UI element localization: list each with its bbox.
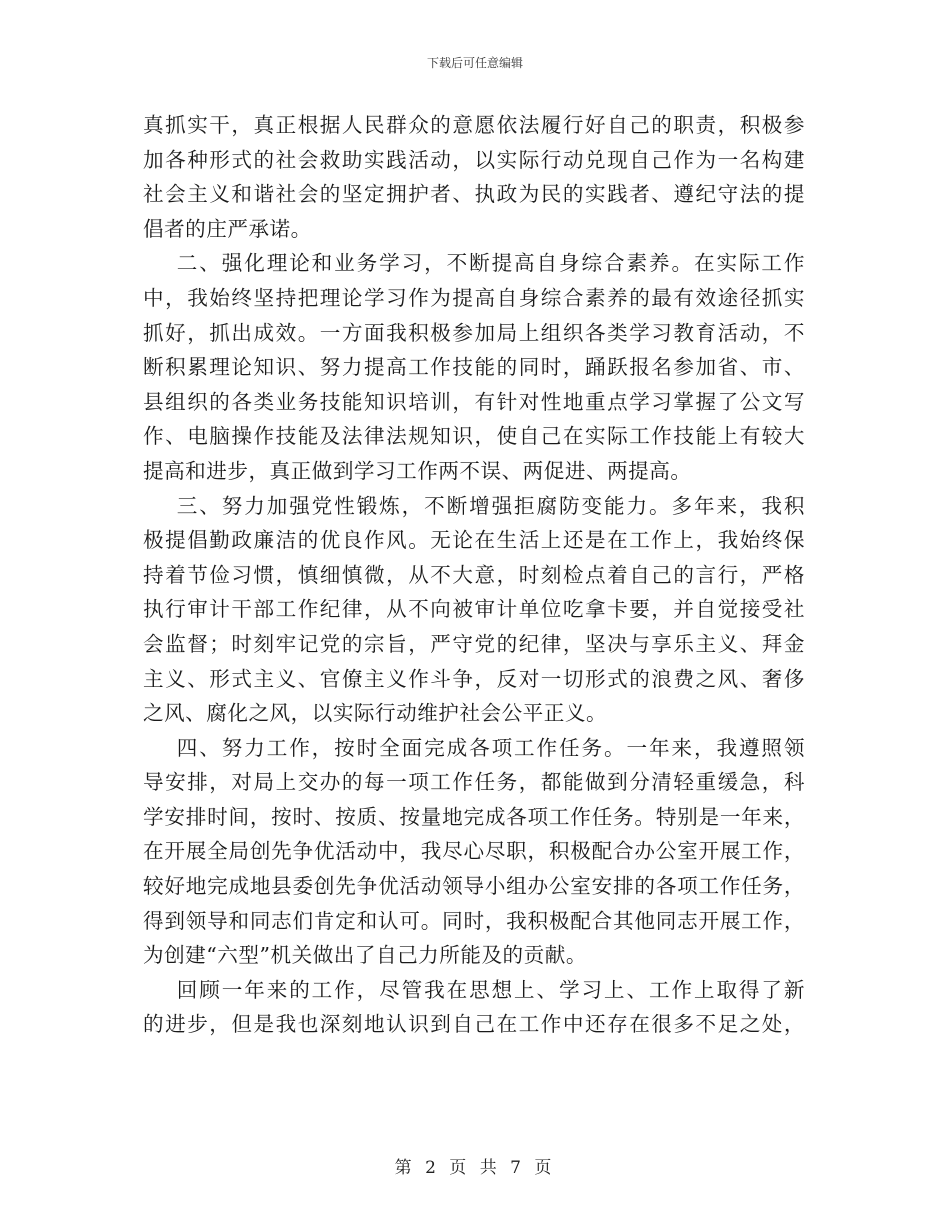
body-text-line: 倡者的庄严承诺。 — [143, 216, 312, 241]
body-text-line: 社会主义和谐社会的坚定拥护者、执政为民的实践者、遵纪守法的提 — [143, 182, 805, 207]
page-header-note: 下载后可任意编辑 — [426, 56, 523, 70]
body-text-line: 中，我始终坚持把理论学习作为提高自身综合素养的最有效途径抓实 — [143, 285, 805, 310]
body-text-line: 抓好，抓出成效。一方面我积极参加局上组织各类学习教育活动，不 — [143, 320, 805, 345]
body-text-line: 真抓实干，真正根据人民群众的意愿依法履行好自己的职责，积极参 — [143, 113, 805, 137]
body-text-line: 回顾一年来的工作，尽管我在思想上、学习上、工作上取得了新 — [143, 977, 805, 1002]
body-text-line: 极提倡勤政廉洁的优良作风。无论在生活上还是在工作上，我始终保 — [143, 528, 805, 553]
document-body — [143, 108, 805, 1042]
body-text-line: 较好地完成地县委创先争优活动领导小组办公室安排的各项工作任务， — [143, 874, 805, 899]
body-text-line: 之风、腐化之风，以实际行动维护社会公平正义。 — [143, 701, 608, 726]
body-text-line: 断积累理论知识、努力提高工作技能的同时，踊跃报名参加省、市、 — [143, 355, 805, 380]
body-text-line: 的进步，但是我也深刻地认识到自己在工作中还存在很多不足之处， — [143, 1012, 805, 1037]
body-text-line: 主义、形式主义、官僚主义作斗争，反对一切形式的浪费之风、奢侈 — [143, 666, 805, 691]
body-text-line: 县组织的各类业务技能知识培训，有针对性地重点学习掌握了公文写 — [143, 389, 805, 414]
body-text-line: 四、努力工作，按时全面完成各项工作任务。一年来，我遵照领 — [143, 735, 805, 760]
body-text-line: 为创建“六型”机关做出了自己力所能及的贡献。 — [143, 943, 587, 968]
body-text-line: 三、努力加强党性锻炼，不断增强拒腐防变能力。多年来，我积 — [143, 493, 805, 518]
body-text-line: 学安排时间，按时、按质、按量地完成各项工作任务。特别是一年来， — [143, 804, 805, 829]
body-text-line: 作、电脑操作技能及法律法规知识，使自己在实际工作技能上有较大 — [143, 424, 805, 449]
page-footer: 第 2 页 共 7 页 — [394, 1158, 556, 1178]
body-text-line: 会监督；时刻牢记党的宗旨，严守党的纪律，坚决与享乐主义、拜金 — [143, 631, 805, 656]
body-text-line: 二、强化理论和业务学习，不断提高自身综合素养。在实际工作 — [143, 251, 805, 276]
body-text-line: 在开展全局创先争优活动中，我尽心尽职，积极配合办公室开展工作， — [143, 839, 805, 864]
body-text-line: 执行审计干部工作纪律，从不向被审计单位吃拿卡要，并自觉接受社 — [143, 597, 805, 622]
body-text-line: 持着节俭习惯，慎细慎微，从不大意，时刻检点着自己的言行，严格 — [143, 562, 805, 587]
body-text-line: 提高和进步，真正做到学习工作两不误、两促进、两提高。 — [143, 458, 692, 483]
body-text-line: 导安排，对局上交办的每一项工作任务，都能做到分清轻重缓急，科 — [143, 770, 805, 795]
body-text-line: 得到领导和同志们肯定和认可。同时，我积极配合其他同志开展工作， — [143, 908, 805, 933]
body-text-line: 加各种形式的社会救助实践活动，以实际行动兑现自己作为一名构建 — [143, 147, 805, 172]
